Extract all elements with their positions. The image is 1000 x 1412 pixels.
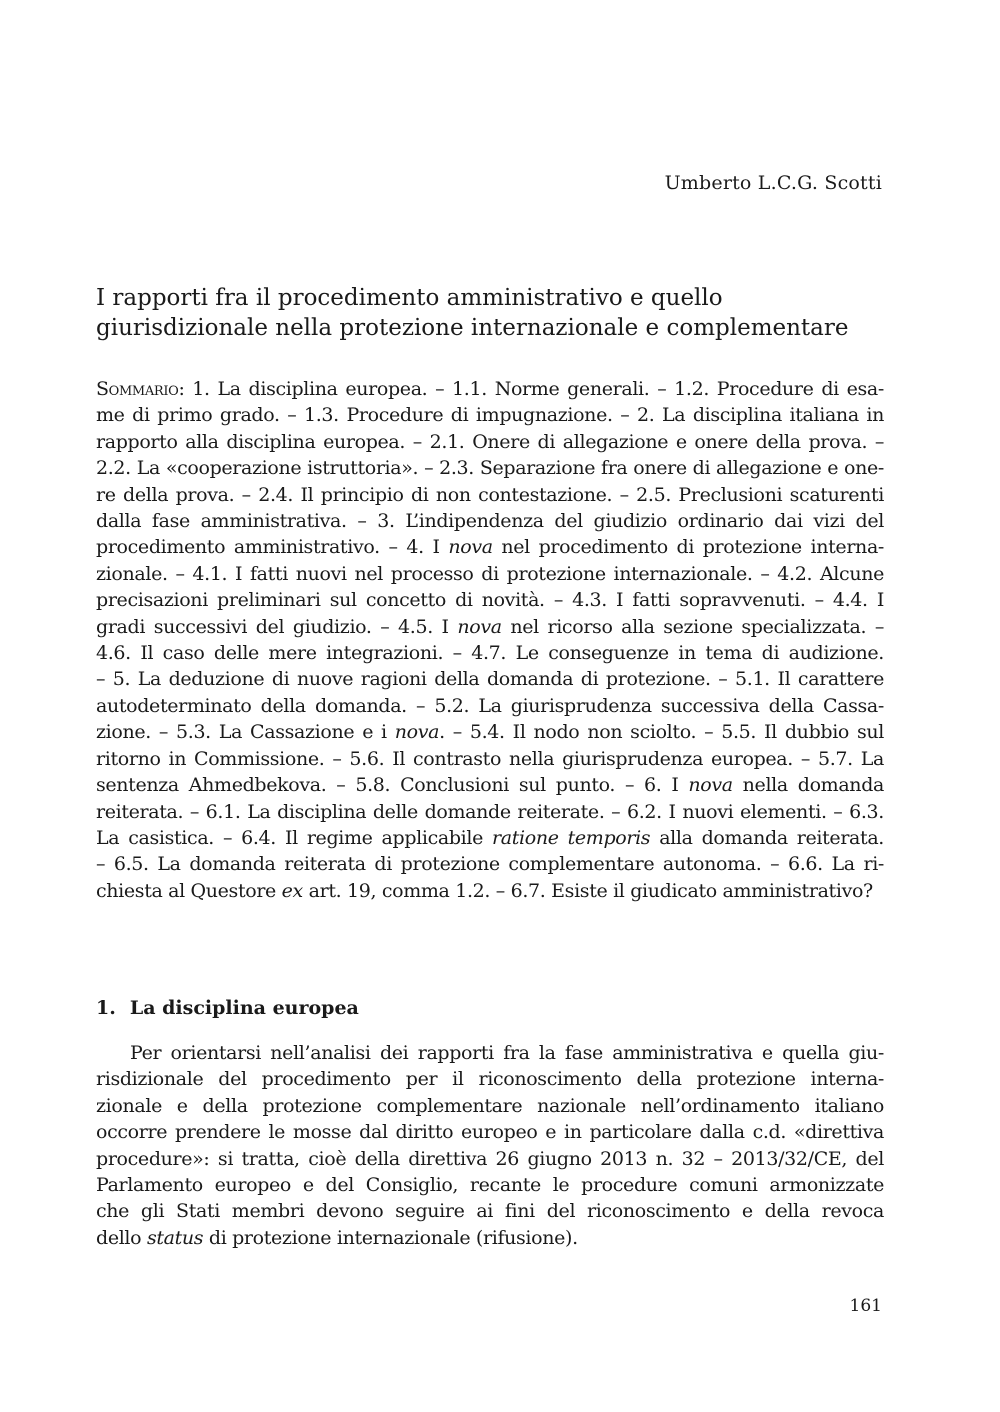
- section-heading: [96, 997, 359, 1019]
- text-run: dalla fase amministrativa. – 3. L’indipendenza del giudizio ordinario dai vizi del: [96, 510, 884, 533]
- section-number: 1.: [96, 997, 116, 1019]
- text-run: dello: [96, 1226, 147, 1249]
- summary-line: [96, 666, 884, 692]
- text-run: art. 19, comma 1.2. – 6.7. Esiste il giudicato amministrativo?: [302, 879, 873, 902]
- body-line: [96, 1198, 884, 1224]
- body-line: [96, 1172, 884, 1198]
- summary-line: [96, 534, 884, 560]
- page-number: 161: [849, 1296, 882, 1316]
- section-title: La disciplina europea: [129, 997, 359, 1019]
- text-run: zionale e della protezione complementare nazionale nell’ordinamento italiano: [96, 1094, 884, 1117]
- author-name: Umberto L.C.G. Scotti: [664, 172, 882, 194]
- text-run: rapporto alla disciplina europea. – 2.1. Onere di allegazione e onere della prova. –: [96, 430, 884, 453]
- summary-line: [96, 429, 884, 455]
- text-run: gradi successivi del giudizio. – 4.5. I: [96, 615, 458, 638]
- italic-text: ratione temporis: [492, 826, 651, 849]
- text-run: 2.2. La «cooperazione istruttoria». – 2.3. Separazione fra onere di allegazione e one-: [96, 457, 884, 480]
- text-run: occorre prendere le mosse dal diritto europeo e in particolare dalla c.d. «direttiva: [96, 1121, 884, 1144]
- text-run: nel procedimento di protezione interna-: [492, 536, 884, 559]
- summary-line: [96, 482, 884, 508]
- text-run: me di primo grado. – 1.3. Procedure di impugnazione. – 2. La disciplina italiana in: [96, 404, 884, 427]
- title-line: giurisdizionale nella protezione internazionale e complementare: [96, 315, 849, 341]
- text-run: Per orientarsi nell’analisi dei rapporti fra la fase amministrativa e quella giu-: [130, 1042, 884, 1064]
- text-run: . – 5.4. Il nodo non sciolto. – 5.5. Il dubbio sul: [439, 721, 884, 744]
- summary-line: [96, 746, 884, 772]
- body-line: [96, 1146, 884, 1172]
- summary-line: [96, 799, 884, 825]
- summary-line: [96, 508, 884, 534]
- italic-text: nova: [457, 615, 502, 638]
- text-run: che gli Stati membri devono seguire ai fini del riconoscimento e della revoca: [96, 1200, 884, 1223]
- body-line: [96, 1225, 884, 1251]
- body-line: [96, 1119, 884, 1145]
- italic-text: nova: [448, 536, 493, 559]
- text-run: La casistica. – 6.4. Il regime applicabile: [96, 826, 493, 849]
- text-run: autodeterminato della domanda. – 5.2. La giurisprudenza successiva della Cassa-: [96, 694, 884, 717]
- summary-line: [96, 455, 884, 481]
- summary-line: [96, 825, 884, 851]
- text-run: 4.6. Il caso delle mere integrazioni. – 4.7. Le conseguenze in tema di audizione.: [96, 642, 884, 665]
- title-line: I rapporti fra il procedimento amministrativo e quello: [96, 285, 723, 311]
- italic-text: nova: [394, 721, 440, 744]
- text-run: nella domanda: [732, 774, 884, 797]
- text-run: risdizionale del procedimento per il riconoscimento della protezione interna-: [96, 1068, 884, 1091]
- body-paragraph: [96, 1040, 884, 1251]
- text-run: re della prova. – 2.4. Il principio di non contestazione. – 2.5. Preclusioni scaturenti: [96, 483, 884, 506]
- body-line: [96, 1093, 884, 1119]
- summary-line: [96, 772, 884, 798]
- text-run: chiesta al Questore: [96, 879, 282, 902]
- text-run: alla domanda reiterata.: [650, 826, 884, 849]
- summary-line: [96, 640, 884, 666]
- italic-text: nova: [688, 774, 733, 797]
- summary-line: [96, 376, 884, 402]
- text-run: sentenza Ahmedbekova. – 5.8. Conclusioni sul punto. – 6. I: [96, 774, 689, 797]
- text-run: Parlamento europeo e del Consiglio, recante le procedure comuni armonizzate: [96, 1174, 884, 1197]
- text-run: procedure»: si tratta, cioè della direttiva 26 giugno 2013 n. 32 – 2013/32/CE, del: [96, 1147, 884, 1170]
- text-run: reiterata. – 6.1. La disciplina delle domande reiterate. – 6.2. I nuovi elementi. – 6.3.: [96, 800, 884, 823]
- summary-line: [96, 402, 884, 428]
- text-run: zione. – 5.3. La Cassazione e i: [96, 721, 395, 744]
- text-run: – 6.5. La domanda reiterata di protezione complementare autonoma. – 6.6. La ri-: [96, 853, 884, 876]
- summary-line: [96, 878, 884, 904]
- body-line: [96, 1040, 884, 1066]
- summary-line: [96, 719, 884, 745]
- summary-block: [96, 376, 884, 904]
- summary-line: [96, 851, 884, 877]
- body-line: [96, 1066, 884, 1092]
- italic-text: status: [146, 1226, 204, 1249]
- text-run: 1. La disciplina europea. – 1.1. Norme generali. – 1.2. Procedure di esa-: [184, 378, 884, 400]
- text-run: di protezione internazionale (rifusione).: [203, 1226, 578, 1249]
- summary-line: [96, 693, 884, 719]
- summary-label: Sommario:: [96, 378, 185, 400]
- summary-line: [96, 561, 884, 587]
- chapter-title: [96, 283, 896, 343]
- text-run: zionale. – 4.1. I fatti nuovi nel processo di protezione internazionale. – 4.2. Alcune: [96, 562, 884, 585]
- text-run: ritorno in Commissione. – 5.6. Il contrasto nella giurisprudenza europea. – 5.7. La: [96, 747, 884, 770]
- summary-line: [96, 614, 884, 640]
- text-run: precisazioni preliminari sul concetto di novità. – 4.3. I fatti sopravvenuti. – 4.4. I: [96, 589, 884, 612]
- text-run: nel ricorso alla sezione specializzata. –: [501, 615, 885, 638]
- summary-line: [96, 587, 884, 613]
- italic-text: ex: [281, 879, 303, 902]
- text-run: procedimento amministrativo. – 4. I: [96, 536, 449, 559]
- text-run: – 5. La deduzione di nuove ragioni della domanda di protezione. – 5.1. Il carattere: [96, 668, 884, 691]
